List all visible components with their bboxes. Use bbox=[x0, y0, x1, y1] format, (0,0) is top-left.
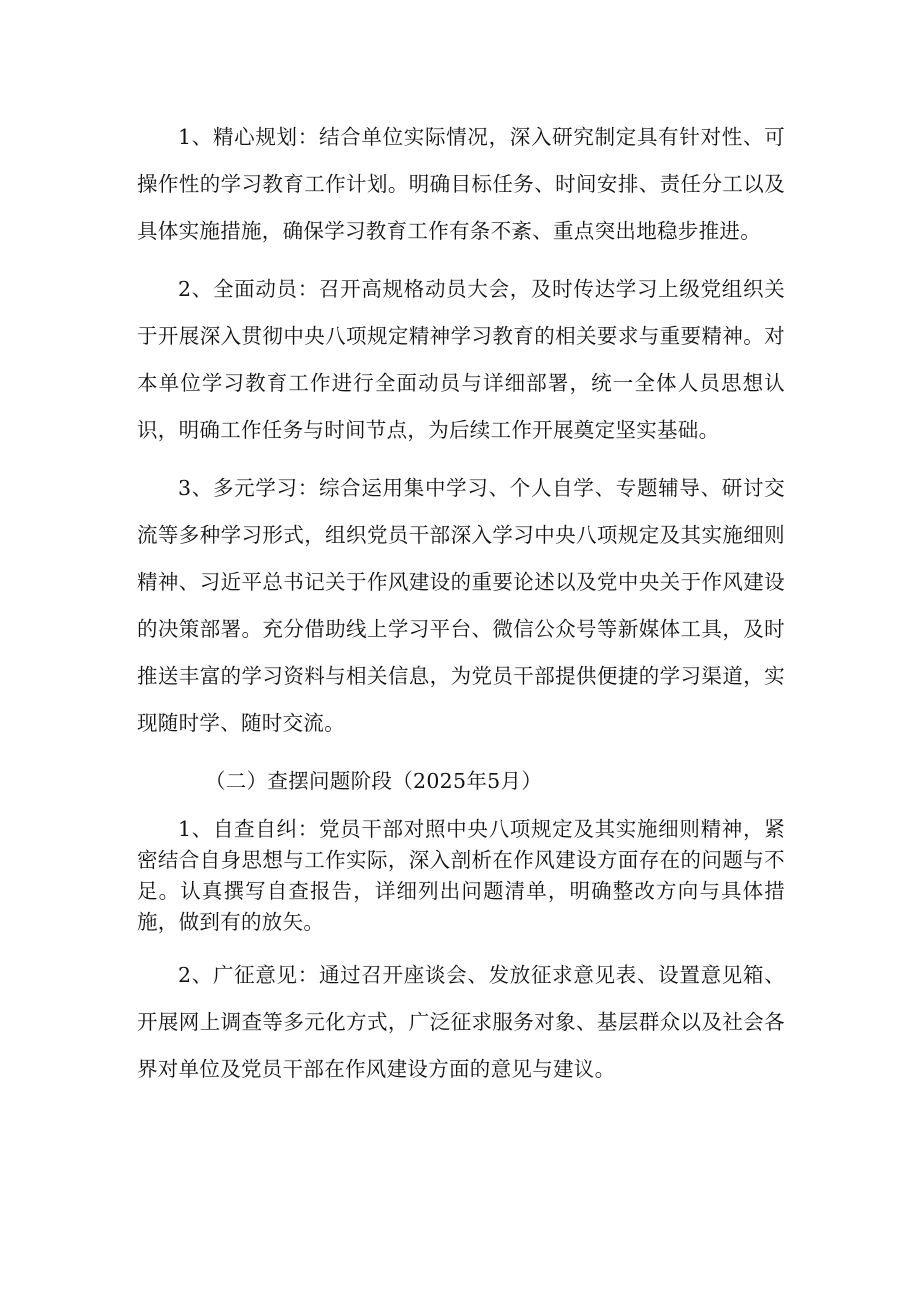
paragraph-item-2: 2、全面动员：召开高规格动员大会，及时传达学习上级党组织关于开展深入贯彻中央八项规定精神学习教育的相关要求与重要精神。对本单位学习教育工作进行全面动员与详细部署，统一全体人员思想认识，明确工作任务与时间节点，为后续工作开展奠定坚实基础。 bbox=[137, 277, 785, 442]
paragraph-item-3: 3、多元学习：综合运用集中学习、个人自学、专题辅导、研讨交流等多种学习形式，组织党员干部深入学习中央八项规定及其实施细则精神、习近平总书记关于作风建设的重要论述以及党中央关于作风建设的决策部署。充分借助线上学习平台、微信公众号等新媒体工具，及时推送丰富的学习资料与相关信息，为党员干部提供便捷的学习渠道，实现随时学、随时交流。 bbox=[137, 476, 785, 735]
paragraph-collect-opinions: 2、广征意见：通过召开座谈会、发放征求意见表、设置意见箱、开展网上调查等多元化方式，广泛征求服务对象、基层群众以及社会各界对单位及党员干部在作风建设方面的意见与建议。 bbox=[137, 963, 785, 1081]
paragraph-item-1: 1、精心规划：结合单位实际情况，深入研究制定具有针对性、可操作性的学习教育工作计划。明确目标任务、时间安排、责任分工以及具体实施措施，确保学习教育工作有条不紊、重点突出地稳步推进。 bbox=[137, 125, 785, 243]
paragraph-self-check: 1、自查自纠：党员干部对照中央八项规定及其实施细则精神，紧密结合自身思想与工作实际，深入剖析在作风建设方面存在的问题与不足。认真撰写自查报告，详细列出问题清单，明确整改方向与具体措施，做到有的放矢。 bbox=[137, 817, 785, 934]
document-page bbox=[137, 114, 785, 1104]
section-heading: （二）查摆问题阶段（2025年5月） bbox=[205, 769, 543, 793]
